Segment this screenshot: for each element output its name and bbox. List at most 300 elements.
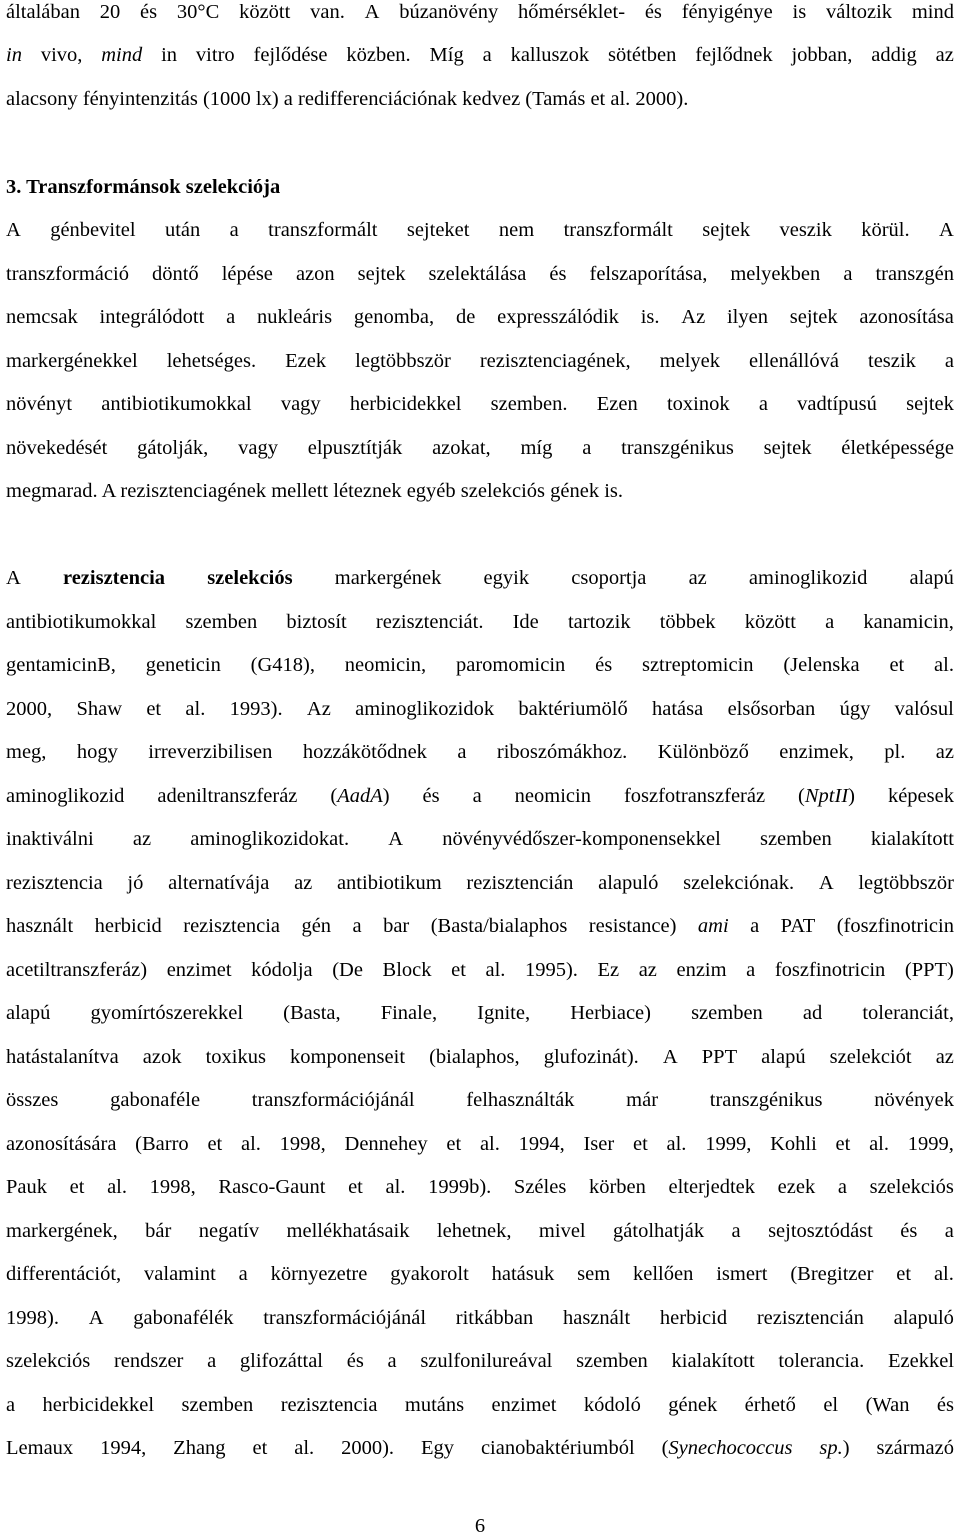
text-line (6, 1219, 954, 1243)
word: (Barro (135, 1133, 189, 1155)
word: ellenállóvá (749, 350, 839, 372)
word: (Bregitzer (790, 1263, 874, 1285)
word: (Wan (865, 1394, 910, 1416)
word: életképessége (841, 437, 954, 459)
word: és (346, 1350, 364, 1372)
word: sejtek (906, 393, 954, 415)
word: az (688, 567, 707, 589)
word: 1999b). (428, 1176, 492, 1198)
word: 1994, (518, 1133, 565, 1155)
word: al. (869, 1133, 889, 1155)
word: A (364, 1, 380, 23)
word: bár (145, 1220, 172, 1242)
word: növényvédőszer-komponensekkel (442, 828, 721, 850)
word: (Synechococcus (661, 1437, 793, 1459)
word: sejteket (406, 219, 470, 241)
word: érhető (744, 1394, 796, 1416)
text-line (6, 1306, 954, 1330)
word: Finale, (380, 1002, 438, 1024)
text-line (6, 0, 954, 24)
word: alapú (761, 1046, 806, 1068)
word: et (451, 959, 466, 981)
word: csoportja (571, 567, 647, 589)
word: sötétben (608, 44, 677, 66)
word: Különböző (657, 741, 749, 763)
word: képesek (887, 785, 954, 807)
word: aminoglikozidokat. (190, 828, 350, 850)
text-line (6, 349, 954, 373)
word: is. (640, 306, 660, 328)
word: fejlődése (253, 44, 328, 66)
word: melyekben (730, 263, 821, 285)
word: rezisztencia (280, 1394, 378, 1416)
word: 20 (99, 1, 121, 23)
word: gentamicinB, (6, 654, 116, 676)
word: alapú (909, 567, 954, 589)
word: negatív (198, 1220, 260, 1242)
word: vadtípusú (797, 393, 877, 415)
word: veszik (779, 219, 832, 241)
word: azon (295, 263, 335, 285)
word: et (146, 698, 162, 720)
text-line (6, 1001, 954, 1025)
word: sztreptomicin (641, 654, 754, 676)
word: már (626, 1089, 659, 1111)
word: növekedését (6, 437, 108, 459)
text-line (6, 740, 954, 764)
word: PAT (780, 915, 816, 937)
word: búzanövény (399, 1, 499, 23)
word: Pauk (6, 1176, 47, 1198)
word: enzimek, (779, 741, 854, 763)
word: alapuló (598, 872, 659, 894)
word: sp.) (819, 1437, 850, 1459)
word: A (662, 1046, 678, 1068)
word: aminoglikozid (6, 785, 125, 807)
word: növényt (6, 393, 73, 415)
word: gén (301, 915, 332, 937)
word: integrálódott (99, 306, 205, 328)
word: mellékhatásaik (286, 1220, 410, 1242)
word: komponenseit (290, 1046, 406, 1068)
word: biztosít (286, 611, 347, 633)
word: és (644, 1, 662, 23)
word: szulfonilureával (420, 1350, 553, 1372)
word: alternatívája (168, 872, 270, 894)
word: a (944, 350, 954, 372)
word: 1993). (229, 698, 283, 720)
word: között (744, 611, 796, 633)
word: riboszómákhoz. (496, 741, 628, 763)
word: aminoglikozid (748, 567, 868, 589)
word: rezisztenciagének, (479, 350, 631, 372)
word: nukleáris (256, 306, 333, 328)
word: (PPT) (904, 959, 954, 981)
word: al. (240, 1133, 261, 1155)
word: pl. (884, 741, 906, 763)
text-line (6, 914, 954, 938)
word: 1998, (149, 1176, 196, 1198)
word: az (935, 1046, 954, 1068)
word: transzgénikus (709, 1089, 823, 1111)
text-line (6, 1349, 954, 1373)
word: és (140, 1, 158, 23)
word: sejtosztódást (768, 1220, 873, 1242)
text-line (6, 958, 954, 982)
word: Block (382, 959, 432, 981)
word: szelekciós (869, 1176, 954, 1198)
word: hogy (76, 741, 118, 763)
text-line (6, 827, 954, 851)
word: a (457, 741, 467, 763)
word: al. (185, 698, 206, 720)
word: markergénekkel (6, 350, 138, 372)
word: körben (588, 1176, 646, 1198)
word: tartozik (567, 611, 631, 633)
word: a (387, 1350, 397, 1372)
word: Ide (512, 611, 539, 633)
word: vitro (195, 44, 235, 66)
word: az (935, 741, 954, 763)
word: a (837, 1176, 847, 1198)
word: az (132, 828, 152, 850)
word: Ezek (285, 350, 327, 372)
text-line (6, 653, 954, 677)
word: A (388, 828, 404, 850)
word: szemben (181, 1394, 254, 1416)
word: foszfotranszferáz (623, 785, 766, 807)
word: a (758, 393, 768, 415)
word: ritkábban (455, 1307, 534, 1329)
word: szemben (576, 1350, 648, 1372)
word: resistance) (588, 915, 677, 937)
word: rezisztenciát. (375, 611, 484, 633)
word: génbevitel (50, 219, 136, 241)
word: A (88, 1307, 104, 1329)
word: toxikus (205, 1046, 266, 1068)
word: felhasználták (466, 1089, 575, 1111)
word: tolerancia. (778, 1350, 865, 1372)
text-line: alacsony fényintenzitás (1000 lx) a redifferenciációnak kedvez (Tamás et al. 2000). (6, 88, 689, 110)
word: acetiltranszferáz) (6, 959, 148, 981)
word: a (944, 1220, 954, 1242)
word: (Basta/bialaphos (430, 915, 568, 937)
word: al. (485, 959, 506, 981)
word: rezisztencián (466, 872, 574, 894)
text-line (6, 1175, 954, 1199)
word: al. (479, 1133, 500, 1155)
word: herbicidekkel (42, 1394, 155, 1416)
word: transzformációjánál (251, 1089, 415, 1111)
word: többek (659, 611, 716, 633)
word: et (889, 654, 905, 676)
word: transzgénikus (621, 437, 734, 459)
word: bar (383, 915, 410, 937)
word: neomicin, (344, 654, 427, 676)
word: et (632, 1133, 648, 1155)
word: és (936, 1394, 954, 1416)
word: gátolják, (137, 437, 209, 459)
word: mind (101, 44, 143, 66)
word: vagy (280, 393, 321, 415)
word: fényigénye (681, 1, 773, 23)
word: paromomicin (455, 654, 566, 676)
word: (AadA) (330, 785, 390, 807)
word: hatásuk (491, 1263, 555, 1285)
word: lehetnek, (436, 1220, 512, 1242)
text-line: megmarad. A rezisztenciagének mellett léteznek egyéb szelekciós gének is. (6, 480, 624, 502)
word: (De (332, 959, 363, 981)
word: markergének, (6, 1220, 118, 1242)
word: Rasco-Gaunt (218, 1176, 326, 1198)
word: transzformációjánál (263, 1307, 427, 1329)
text-line (6, 697, 954, 721)
word: antibiotikumokkal (101, 393, 252, 415)
text-line (6, 218, 954, 242)
word: hozzákötődnek (302, 741, 427, 763)
word: körül. (861, 219, 910, 241)
word: al. (933, 1263, 954, 1285)
word: fejlődnek (695, 44, 773, 66)
word: gabonafélék (133, 1307, 234, 1329)
word: gabonaféle (110, 1089, 201, 1111)
word: szemben (691, 1002, 763, 1024)
word: a (825, 611, 835, 633)
word: míg (520, 437, 553, 459)
word: 2000, (6, 698, 53, 720)
word: elpusztítják (307, 437, 403, 459)
word: közben. (346, 44, 411, 66)
text-line (6, 610, 954, 634)
word: al. (294, 1437, 315, 1459)
word: Ez (597, 959, 620, 981)
word: Ignite, (477, 1002, 531, 1024)
word: hatása (652, 698, 704, 720)
word: Lemaux (6, 1437, 74, 1459)
word: herbicid (659, 1307, 728, 1329)
text-line (6, 1436, 954, 1460)
word: A (939, 219, 954, 241)
word: származó (876, 1437, 954, 1459)
word: azonosítása (859, 306, 954, 328)
word: szelekciós (207, 567, 293, 589)
word: döntő (151, 263, 199, 285)
word: kalluszok (510, 44, 590, 66)
word: meg, (6, 741, 47, 763)
word: expresszálódik (497, 306, 619, 328)
word: és (900, 1220, 918, 1242)
word: al. (385, 1176, 406, 1198)
word: a (843, 263, 853, 285)
word: gyakorolt (390, 1263, 469, 1285)
word: baktériumölő (518, 698, 628, 720)
word: A (6, 219, 21, 241)
page-number: 6 (474, 1515, 486, 1537)
word: et (446, 1133, 462, 1155)
word: rezisztencián (756, 1307, 864, 1329)
word: ezek (777, 1176, 816, 1198)
word: a (229, 219, 239, 241)
word: mivel (538, 1220, 586, 1242)
word: in (6, 44, 22, 66)
word: ami (697, 915, 729, 937)
word: rendszer (113, 1350, 184, 1372)
word: legtöbbször (858, 872, 954, 894)
word: glufozinát). (543, 1046, 639, 1068)
word: nem (498, 219, 535, 241)
word: enzimet (491, 1394, 557, 1416)
word: között (239, 1, 291, 23)
word: növények (874, 1089, 954, 1111)
word: Herbiace) (570, 1002, 651, 1024)
text-line (6, 566, 954, 590)
word: sejtek (702, 219, 751, 241)
word: mutáns (404, 1394, 465, 1416)
word: 2000). (341, 1437, 395, 1459)
word: valósul (894, 698, 954, 720)
word: transzgén (875, 263, 954, 285)
text-line (6, 43, 954, 67)
word: el (823, 1394, 839, 1416)
word: sejtek (763, 437, 812, 459)
word: gátolhatják (613, 1220, 705, 1242)
word: toleranciát, (862, 1002, 954, 1024)
word: a (6, 1394, 16, 1416)
word: a (207, 1350, 217, 1372)
word: szelektálása (428, 263, 527, 285)
word: szelekciót (829, 1046, 912, 1068)
word: teszik (868, 350, 916, 372)
word: ismert (716, 1263, 768, 1285)
word: kialakított (671, 1350, 755, 1372)
word: a (731, 1220, 741, 1242)
word: változik (826, 1, 893, 23)
word: 1999, (705, 1133, 752, 1155)
word: Iser (583, 1133, 615, 1155)
text-line (6, 1132, 954, 1156)
word: transzformált (563, 219, 673, 241)
word: valamint (144, 1263, 216, 1285)
word: vagy (238, 437, 278, 459)
word: addig (871, 44, 917, 66)
word: kódoló (583, 1394, 641, 1416)
word: (Basta, (283, 1002, 341, 1024)
word: 1994, (100, 1437, 147, 1459)
word: és (549, 263, 567, 285)
word: 30°C (176, 1, 220, 23)
word: enzimet (166, 959, 232, 981)
word: rezisztencia (62, 567, 166, 589)
word: és (595, 654, 613, 676)
word: Ezekkel (887, 1350, 954, 1372)
word: toxinok (666, 393, 730, 415)
word: hatástalanítva (6, 1046, 119, 1068)
word: Míg (429, 44, 464, 66)
word: 1995). (524, 959, 578, 981)
word: hőmérséklet- (518, 1, 626, 23)
text-line (6, 436, 954, 460)
word: adeniltranszferáz (157, 785, 298, 807)
word: Széles (513, 1176, 567, 1198)
word: et (835, 1133, 851, 1155)
word: A (818, 872, 834, 894)
word: sem (577, 1263, 611, 1285)
word: legtöbbször (355, 350, 451, 372)
word: differentációt, (6, 1263, 122, 1285)
word: szemben (185, 611, 258, 633)
word: van. (310, 1, 345, 23)
word: ad (802, 1002, 823, 1024)
word: irreverzibilisen (148, 741, 273, 763)
word: általában (6, 1, 80, 23)
word: gének (668, 1394, 718, 1416)
word: alapú (6, 1002, 51, 1024)
word: A (6, 567, 21, 589)
word: herbicidekkel (349, 393, 462, 415)
word: rezisztencia (6, 872, 103, 894)
text-line (6, 871, 954, 895)
word: kellően (633, 1263, 694, 1285)
word: egyik (483, 567, 530, 589)
word: antibiotikumokkal (6, 611, 157, 633)
word: is (792, 1, 807, 23)
word: szemben. (490, 393, 568, 415)
word: az (638, 959, 657, 981)
word: kanamicin, (863, 611, 954, 633)
word: foszfinotricin (774, 959, 886, 981)
word: a (238, 1263, 248, 1285)
word: neomicin (514, 785, 591, 807)
word: inaktiválni (6, 828, 94, 850)
word: a (582, 437, 592, 459)
word: a (746, 959, 756, 981)
word: az (294, 872, 313, 894)
word: alapuló (893, 1307, 954, 1329)
word: Egy (420, 1437, 454, 1459)
word: al. (107, 1176, 127, 1198)
word: nemcsak (6, 306, 78, 328)
word: (Jelenska (783, 654, 860, 676)
section-heading: 3. Transzformánsok szelekciója (6, 176, 281, 198)
word: cianobaktériumból (480, 1437, 635, 1459)
word: aminoglikozidok (355, 698, 495, 720)
word: elterjedtek (668, 1176, 756, 1198)
word: (G418), (250, 654, 315, 676)
word: Kohli (770, 1133, 817, 1155)
word: enzim (676, 959, 727, 981)
text-line (6, 1088, 954, 1112)
word: kialakított (870, 828, 954, 850)
word: antibiotikum (336, 872, 442, 894)
word: in (161, 44, 178, 66)
word: 1999, (907, 1133, 954, 1155)
word: Ezen (596, 393, 638, 415)
word: azonosítására (6, 1133, 117, 1155)
word: glifozáttal (239, 1350, 324, 1372)
word: Zhang (173, 1437, 226, 1459)
word: jobban, (791, 44, 853, 66)
text-line (6, 305, 954, 329)
word: et (896, 1263, 912, 1285)
word: rezisztencia (183, 915, 280, 937)
word: után (164, 219, 201, 241)
word: Az (306, 698, 331, 720)
word: al. (666, 1133, 687, 1155)
word: úgy (839, 698, 871, 720)
text-line (6, 392, 954, 416)
word: környezetre (270, 1263, 368, 1285)
word: al. (934, 654, 954, 676)
